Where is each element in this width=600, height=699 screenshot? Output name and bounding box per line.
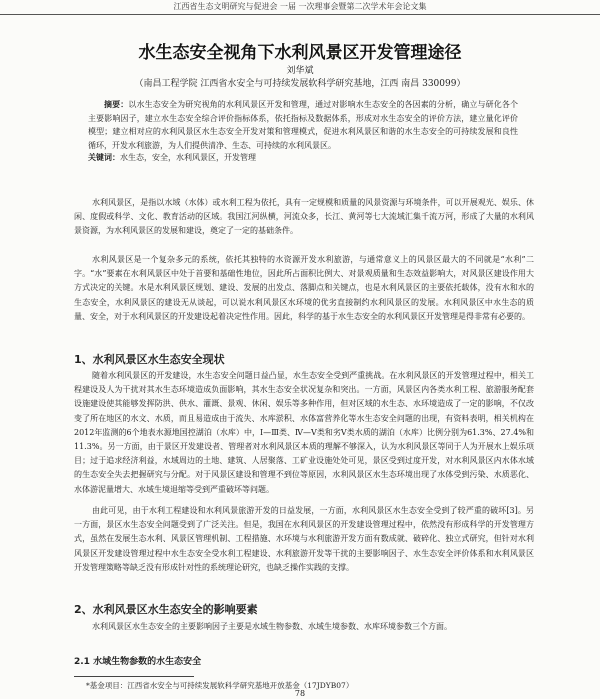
footnote: *基金项目：江西省水安全与可持续发展软科学研究基地开放基金（17JDYB07） [86,681,354,690]
section2-paragraph-1: 水利风景区水生态安全的主要影响因子主要是水域生物参数、水域生境参数、水库环境参数三个方面。 [92,622,452,631]
subsection-heading-2-1: 2.1 水域生物参数的水生态安全 [74,657,202,667]
section-heading-1: 1、水利风景区水生态安全现状 [74,353,225,366]
abstract [88,98,518,152]
section1-paragraph-2: 由此可见，由于水利工程建设和水利风景旅游开发的日益发展，一方面，水利风景区水生态安全受到了较严重的破坏[3]。另一方面，景区水生态安全问题受到了广泛关注。但是，我国在水利风景区的开发建设管理过程中，依然没有形成科学的开发管理方式，虽然在发展生态水利、风景区管理机制、工程措施、水环境与水利旅游开发方面有数成就、破碎化、独立式研究，但针对水利风景区开发建设管理过程中水生态安全受水利工程建设、水利旅游开发等干扰的主要影响因子、水生态安全评价体系和水利风景区开发管理策略等缺乏没有形成针对性的系统理论研究，也缺乏操作实践的支撑。 [74,506,534,572]
page-number: 78 [294,689,306,698]
abstract-label: 摘要： [104,99,129,109]
keywords-text: 水生态，安全，水利风景区，开发管理 [120,153,256,162]
running-header: 江西省生态文明研究与促进会 一届 一次理事会暨第二次学术年会论文集 [0,0,600,15]
abstract-text: 以水生态安全为研究视角的水利风景区开发和管理，通过对影响水生态安全的各因素的分析，确立与研化各个主要影响因子，建立水生态安全综合评价指标体系，依托指标及数据体系，形成对水生态安全的评价方法，建立量化评价模型；建立相对应的水利风景区水生态安全开发对策和管理模式，促进水利风景区和谐的水生态安全的可持续发展和良性循环，开发水利旅游，为人们提供清净、生态、可持续的水利风景区。 [88,100,519,150]
author: 刘华斌 [286,66,314,76]
keywords [88,151,518,164]
intro-paragraph-2: 水利风景区是一个复杂多元的系统，依托其独特的水资源开发水利旅游，与通常意义上的风景区最大的不同就是“水利”二字。“水”要素在水利风景区中处于首要和基础性地位，因此所占面积比例大、对景观质量和生态效益影响大，对风景区建设作用大方式决定的关键。水是水利风景区规划、建设、发展的出发点、落脚点和关键点，也是水利风景区的主要依托载体，没有水和水的生态安全，水利风景区的建设无从谈起，可以说水利风景区水环境的优劣直接制约水利风景区的发展。水利风景区中水生态的质量、安全，对于水利风景区的开发建设起着决定性作用。因此，科学的基于水生态安全的水利风景区开发管理是得非常有必要的。 [74,255,534,321]
keywords-label: 关键词： [88,152,120,162]
section-heading-2: 2、水利风景区水生态安全的影响要素 [74,603,258,616]
section1-paragraph-1: 随着水利风景区的开发建设，水生态安全问题日益凸显，水生态安全受到严重挑战。在水利风景区的开发管理过程中，相关工程建设及人为干扰对其水生态环境造成负面影响，其水生态安全状况复杂和突出。一方面，风景区内各类水利工程、旅游服务配套设施建设使其能够发挥防洪、供水、灌溉、景观、休闲、娱乐等多种作用，但对区域的水生态、水环境造成了一定的影响，不仅改变了所在地区的水文、水质，而且易造成由于流失、水库淤积、水体富营养化等水生态安全问题的出现，有资料表明，相关机构在2012年监测的6个地表水源地国控湖泊（水库）中，Ⅰ—Ⅲ类、Ⅳ—Ⅴ类和劣Ⅴ类水质的湖泊（水库）比例分别为61.3%、27.4%和11.3%。另一方面，由于景区开发建设者、管理者对水利风景区本质的理解不够深入，认为水利风景区等同于人为开展水上娱乐项目；过于追求经济利益，水域周边的土地、建筑、人居聚落、工矿业设施处处可见，景区受到过度开发，对水利风景区内水体水域的生态安全失去把握研究与分配。对于风景区建设和管理不到位等原因，水利风景区水生态环境出现了水体受到污染、水质恶化、水体游泥量增大、水域生境退缩等受到严重破坏等问题。 [74,371,534,494]
affiliation: （南昌工程学院 江西省水安全与可持续发展软科学研究基地，江西 南昌 330099） [134,79,466,89]
intro-paragraph-1: 水利风景区，是指以水域（水体）或水利工程为依托，具有一定规模和质量的风景资源与环境条件，可以开展观光、娱乐、休闲、度假或科学、文化、教育活动的区域。我国江河纵横，河流众多，长江、黄河等七大流域汇集千流万河，形成了大量的水利风景资源，为水利风景区的发展和建设，奠定了一定的基础条件。 [74,198,534,236]
paper-title: 水生态安全视角下水利风景区开发管理途径 [138,43,462,63]
footnote-rule [74,676,194,677]
